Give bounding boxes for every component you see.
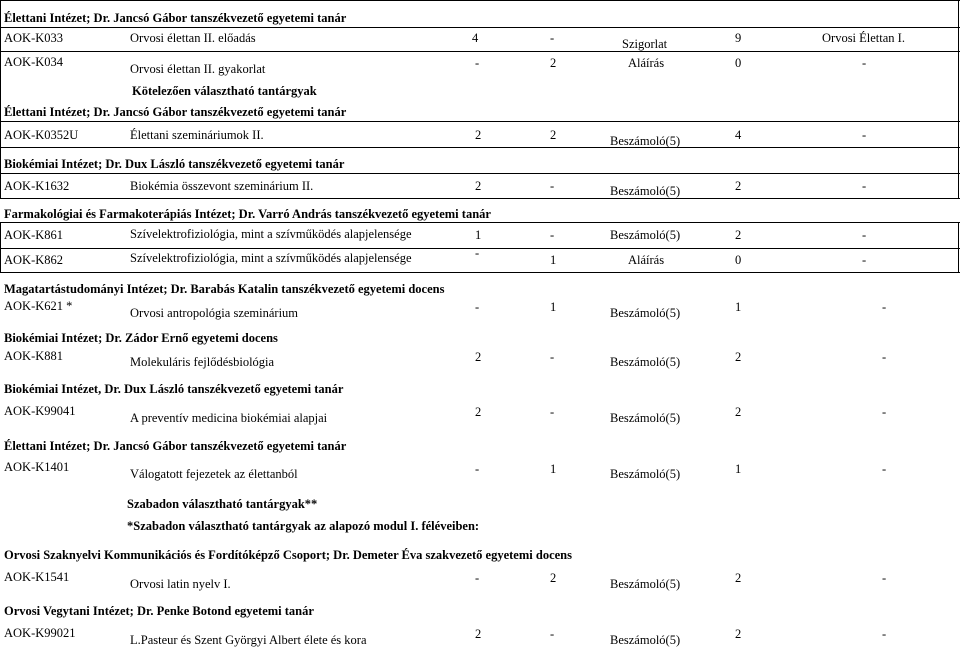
lecture-hours: - xyxy=(475,571,480,585)
table-rule xyxy=(0,0,960,1)
course-name: Molekuláris fejlődésbiológia xyxy=(130,355,275,369)
practice-hours: - xyxy=(550,228,555,242)
course-name: Orvosi élettan II. gyakorlat xyxy=(130,62,266,76)
credits: 0 xyxy=(735,56,742,70)
exam-type: Aláírás xyxy=(628,253,665,267)
credits: 9 xyxy=(735,31,742,45)
department-header: Farmakológiai és Farmakoterápiás Intézet; Dr. Varró András tanszékvezető egyetemi tanár xyxy=(4,207,491,221)
credits: 1 xyxy=(735,300,742,314)
department-header: Magatartástudományi Intézet; Dr. Barabás Katalin tanszékvezető egyetemi docens xyxy=(4,282,445,296)
lecture-hours: 2 xyxy=(475,179,482,193)
prerequisite: - xyxy=(882,571,887,585)
practice-hours: - xyxy=(550,627,555,641)
practice-hours: - xyxy=(550,179,555,193)
table-rule xyxy=(958,222,959,272)
section-title: Szabadon választható tantárgyak** xyxy=(127,497,318,511)
practice-hours: 2 xyxy=(550,56,557,70)
course-name: Szívelektrofiziológia, mint a szívműködés alapjelensége xyxy=(130,227,412,241)
course-name: L.Pasteur és Szent Györgyi Albert élete és kora xyxy=(130,633,367,647)
department-header: Élettani Intézet; Dr. Jancsó Gábor tanszékvezető egyetemi tanár xyxy=(4,11,347,25)
course-code: AOK-K033 xyxy=(4,31,64,45)
credits: 2 xyxy=(735,405,742,419)
department-header: Biokémiai Intézet, Dr. Dux László tanszékvezető egyetemi tanár xyxy=(4,382,344,396)
course-code: AOK-K881 xyxy=(4,349,64,363)
lecture-hours: 4 xyxy=(472,31,479,45)
table-rule xyxy=(958,0,959,198)
lecture-hours: 1 xyxy=(475,228,482,242)
prerequisite: Orvosi Élettan I. xyxy=(822,31,905,45)
prerequisite: - xyxy=(862,128,867,142)
section-title: Kötelezően választható tantárgyak xyxy=(132,84,317,98)
prerequisite: - xyxy=(882,627,887,641)
course-name: Válogatott fejezetek az élettanból xyxy=(130,467,298,481)
course-name: Orvosi élettan II. előadás xyxy=(130,31,256,45)
table-rule xyxy=(0,272,960,273)
exam-type: Beszámoló(5) xyxy=(610,633,681,647)
lecture-hours: 2 xyxy=(475,128,482,142)
department-header: Élettani Intézet; Dr. Jancsó Gábor tanszékvezető egyetemi tanár xyxy=(4,105,347,119)
course-code: AOK-K861 xyxy=(4,228,64,242)
credits: 2 xyxy=(735,571,742,585)
exam-type: Aláírás xyxy=(628,56,665,70)
table-rule xyxy=(0,121,960,122)
credits: 2 xyxy=(735,228,742,242)
course-name: Orvosi antropológia szeminárium xyxy=(130,306,299,320)
table-rule xyxy=(0,147,960,148)
practice-hours: 2 xyxy=(550,128,557,142)
course-name: Biokémia összevont szeminárium II. xyxy=(130,179,314,193)
exam-type: Beszámoló(5) xyxy=(610,577,681,591)
credits: 2 xyxy=(735,627,742,641)
table-rule xyxy=(0,0,1,198)
practice-hours: 1 xyxy=(550,462,557,476)
exam-type: Beszámoló(5) xyxy=(610,411,681,425)
course-code: AOK-K034 xyxy=(4,55,64,69)
course-code: AOK-K1632 xyxy=(4,179,70,193)
credits: 4 xyxy=(735,128,742,142)
exam-type: Beszámoló(5) xyxy=(610,134,681,148)
section-note: *Szabadon választható tantárgyak az alapozó modul I. féléveiben: xyxy=(127,519,480,533)
table-rule xyxy=(0,222,960,223)
practice-hours: - xyxy=(550,31,555,45)
exam-type: Beszámoló(5) xyxy=(610,184,681,198)
table-rule xyxy=(0,248,960,249)
course-name: A preventív medicina biokémiai alapjai xyxy=(130,411,328,425)
practice-hours: 1 xyxy=(550,300,557,314)
prerequisite: - xyxy=(882,350,887,364)
prerequisite: - xyxy=(862,228,867,242)
department-header: Biokémiai Intézet; Dr. Zádor Ernő egyetemi docens xyxy=(4,331,278,345)
practice-hours: - xyxy=(550,405,555,419)
table-rule xyxy=(0,51,960,52)
lecture-hours: 2 xyxy=(475,350,482,364)
department-header: Orvosi Szaknyelvi Kommunikációs és Fordítóképző Csoport; Dr. Demeter Éva szakvezető egyetemi docens xyxy=(4,548,572,562)
practice-hours: 1 xyxy=(550,253,557,267)
lecture-hours: - xyxy=(475,300,480,314)
practice-hours: - xyxy=(550,350,555,364)
course-code: AOK-K1401 xyxy=(4,460,70,474)
lecture-hours: - xyxy=(475,462,480,476)
course-code: AOK-K1541 xyxy=(4,570,70,584)
table-rule xyxy=(0,173,960,174)
table-rule xyxy=(0,27,960,28)
exam-type: Beszámoló(5) xyxy=(610,467,681,481)
prerequisite: - xyxy=(882,405,887,419)
exam-type: Beszámoló(5) xyxy=(610,306,681,320)
course-name: Szívelektrofiziológia, mint a szívműködés alapjelensége xyxy=(130,251,412,265)
prerequisite: - xyxy=(862,179,867,193)
prerequisite: - xyxy=(862,253,867,267)
lecture-hours: - xyxy=(475,56,480,70)
department-header: Biokémiai Intézet; Dr. Dux László tanszékvezető egyetemi tanár xyxy=(4,157,345,171)
practice-hours: 2 xyxy=(550,571,557,585)
course-code: AOK-K99021 xyxy=(4,626,76,640)
prerequisite: - xyxy=(862,56,867,70)
prerequisite: - xyxy=(882,300,887,314)
course-name: Élettani szemináriumok II. xyxy=(130,128,264,142)
course-code: AOK-K621 * xyxy=(4,299,73,313)
course-code: AOK-K0352U xyxy=(4,128,79,142)
credits: 2 xyxy=(735,350,742,364)
lecture-hours: - xyxy=(475,246,480,260)
credits: 0 xyxy=(735,253,742,267)
exam-type: Szigorlat xyxy=(622,37,668,51)
department-header: Orvosi Vegytani Intézet; Dr. Penke Botond egyetemi tanár xyxy=(4,604,314,618)
credits: 2 xyxy=(735,179,742,193)
table-rule xyxy=(0,222,1,272)
course-code: AOK-K862 xyxy=(4,253,64,267)
course-name: Orvosi latin nyelv I. xyxy=(130,577,231,591)
department-header: Élettani Intézet; Dr. Jancsó Gábor tanszékvezető egyetemi tanár xyxy=(4,439,347,453)
prerequisite: - xyxy=(882,462,887,476)
lecture-hours: 2 xyxy=(475,405,482,419)
lecture-hours: 2 xyxy=(475,627,482,641)
course-code: AOK-K99041 xyxy=(4,404,76,418)
exam-type: Beszámoló(5) xyxy=(610,355,681,369)
table-rule xyxy=(0,198,960,199)
credits: 1 xyxy=(735,462,742,476)
exam-type: Beszámoló(5) xyxy=(610,228,681,242)
